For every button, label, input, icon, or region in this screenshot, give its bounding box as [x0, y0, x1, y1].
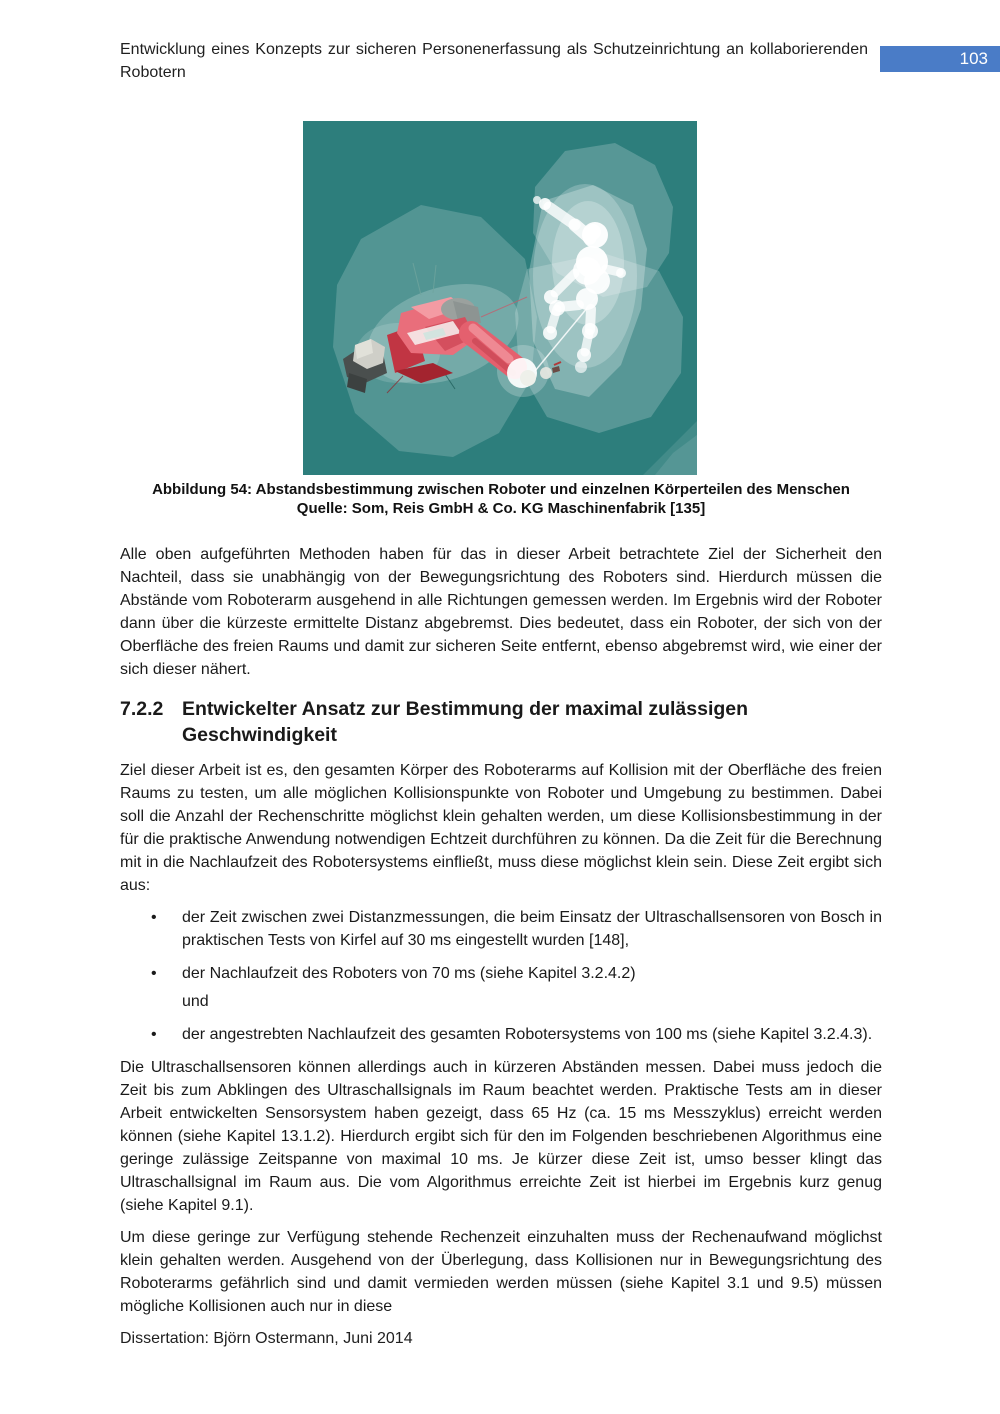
workpiece-tool — [540, 367, 552, 379]
bullet-item-system-stopping-time — [120, 1023, 882, 1046]
figure-caption-source: Quelle: Som, Reis GmbH & Co. KG Maschinenfabrik [135] — [296, 500, 706, 517]
figure-caption-title: Abbildung 54: Abstandsbestimmung zwischen Roboter und einzelnen Körperteilen des Menschen — [152, 481, 850, 498]
bullet-text: der Zeit zwischen zwei Distanzmessungen, die beim Einsatz der Ultraschallsensoren von Bosch in praktischen Tests von Kirfel auf 30 ms eingestellt wurden [148], — [182, 909, 882, 949]
bullet-connector: und — [182, 993, 209, 1010]
section-heading-7-2-2 — [120, 696, 882, 748]
figure-caption — [119, 480, 883, 518]
bullet-item-robot-stopping-time — [120, 962, 882, 1013]
section-title: Entwickelter Ansatz zur Bestimmung der maximal zulässigen Geschwindigkeit — [182, 698, 749, 746]
dissertation-footer: Dissertation: Björn Ostermann, Juni 2014 — [120, 1330, 413, 1347]
section-number: 7.2.2 — [120, 698, 164, 720]
page-body — [120, 543, 882, 1318]
bullet-item-distance-measurements — [120, 906, 882, 952]
bullet-text: der Nachlaufzeit des Roboters von 70 ms (siehe Kapitel 3.2.4.2) — [182, 965, 636, 982]
robot-human-distance-illustration — [303, 121, 697, 475]
figure-abbildung-54 — [303, 121, 697, 475]
time-components-bullet-list — [120, 906, 882, 1046]
paragraph-goal-collision-test: Ziel dieser Arbeit ist es, den gesamten Körper des Roboterarms auf Kollision mit der Oberfläche des freien Raums zu testen, um alle möglichen Kollisionspunkte von Roboter und Umgebung zu bestimmen. Dabei soll die Anzahl der Rechenschritte möglichst klein gehalten werden, um diese Kollisionsbestimmung in der für die praktische Anwendung notwendigen Echtzeit durchführen zu können. Da die Zeit für die Berechnung mit in die Nachlaufzeit des Robotersystems einfließt, muss diese möglichst klein sein. Diese Zeit ergibt sich aus: — [120, 762, 882, 894]
bullet-text: der angestrebten Nachlaufzeit des gesamten Robotersystems von 100 ms (siehe Kapitel 3.2.4.3). — [182, 1026, 873, 1043]
running-header-title: Entwicklung eines Konzepts zur sicheren Personenerfassung als Schutzeinrichtung an kollaborierenden Robotern — [120, 41, 868, 81]
page-number-badge: 103 — [880, 46, 1000, 72]
paragraph-ultrasonic-sensors: Die Ultraschallsensoren können allerdings auch in kürzeren Abständen messen. Dabei muss jedoch die Zeit bis zum Abklingen des Ultraschallsignals im Raum beachtet werden. Praktische Tests am in dieser Arbeit entwickelten Sensorsystem haben gezeigt, dass 65 Hz (ca. 15 ms Messzyklus) erreicht werden können (siehe Kapitel 13.1.2). Hierdurch ergibt sich für den im Folgenden beschriebenen Algorithmus eine geringe zulässige Zeitspanne von maximal 10 ms. Je kürzer diese Zeit ist, umso besser klingt das Ultraschallsignal im Raum aus. Die vom Algorithmus erreichte Zeit ist hierbei im Ergebnis kurz genug (siehe Kapitel 9.1). — [120, 1059, 882, 1214]
paragraph-computation-time: Um diese geringe zur Verfügung stehende Rechenzeit einzuhalten muss der Rechenaufwand möglichst klein gehalten werden. Ausgehend von der Überlegung, dass Kollisionen nur in Bewegungsrichtung des Roboterarms gefährlich sind und damit vermieden werden müssen (siehe Kapitel 3.1 und 9.5) müssen mögliche Kollisionen auch nur in diese — [120, 1229, 882, 1315]
paragraph-methods-drawback: Alle oben aufgeführten Methoden haben für das in dieser Arbeit betrachtete Ziel der Sicherheit den Nachteil, dass sie unabhängig von der Bewegungsrichtung des Roboters sind. Hierdurch müssen die Abstände vom Roboterarm ausgehend in alle Richtungen gemessen werden. Im Ergebnis wird der Roboter dann über die kürzeste ermittelte Distanz abgebremst. Dies bedeutet, dass ein Roboter, der sich von der Oberfläche des freien Raums und damit zur sicheren Seite entfernt, ebenso abgebremst wird, wie einer der sich dieser nähert. — [120, 546, 882, 678]
